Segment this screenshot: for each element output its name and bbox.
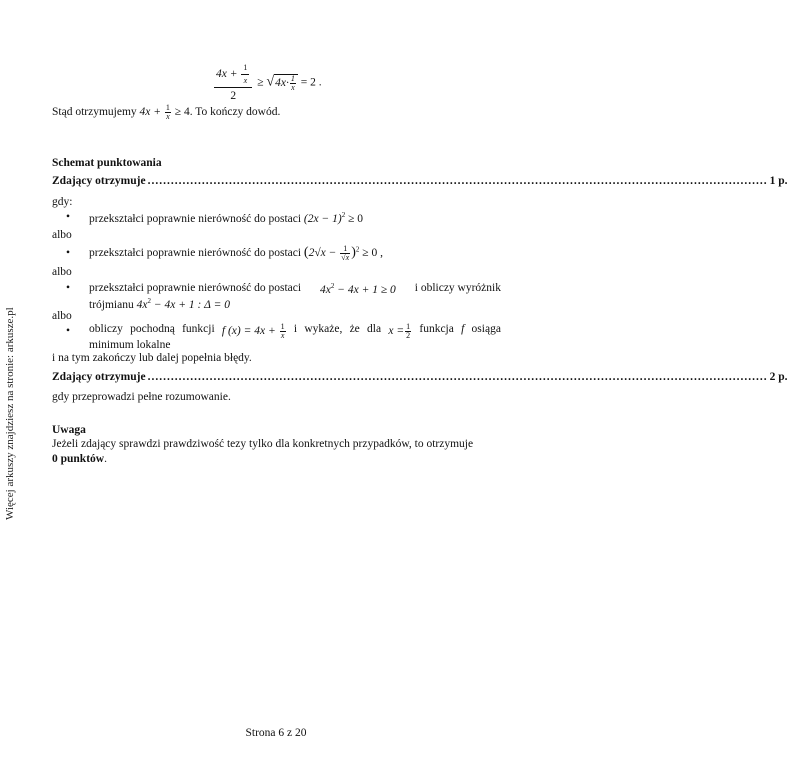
sqrt-frac-num: 1: [290, 73, 295, 83]
note-points-line: [52, 453, 107, 465]
bullet2-frac-den: √x: [341, 253, 350, 262]
bullet4-w1: obliczy: [89, 323, 123, 335]
bullet2-exp: 2: [355, 245, 360, 254]
bullet4-line2: minimum lokalne: [89, 339, 171, 351]
note-title: Uwaga: [52, 424, 86, 436]
bullet-dot: •: [66, 282, 71, 294]
score1-dots: ................................................................................................................................................................: [147, 175, 768, 187]
bullet1-rel: ≥ 0: [348, 212, 364, 225]
bullet3-line2-math: 4x: [136, 298, 148, 311]
bullet4-frac-den: x: [280, 331, 285, 340]
conclusion-tail: ≥ 4: [174, 106, 190, 119]
bullet1-exp: 2: [341, 211, 346, 219]
bullet3-math: 4x: [320, 283, 331, 296]
bullet4-w5: wykaże,: [304, 323, 343, 335]
formula-numerator: 4x +: [216, 68, 241, 81]
bullet-dot: •: [66, 325, 71, 337]
sqrt-frac-den: x: [291, 82, 295, 92]
bullet4-line1: [89, 323, 501, 340]
sqrt-content: 4x·: [275, 76, 289, 89]
bullet2-paren-close: ): [351, 245, 356, 261]
bullet2-rel: ≥ 0 ,: [362, 247, 383, 260]
gdy-label: gdy:: [52, 196, 73, 208]
scheme-title: Schemat punktowania: [52, 157, 162, 169]
radical-sign: √: [266, 74, 275, 90]
bullet2-paren-open: (: [303, 245, 309, 261]
albo-2: albo: [52, 266, 72, 278]
bullet3-math-rest: − 4x + 1 ≥ 0: [334, 283, 396, 296]
sidebar-watermark: Więcej arkuszy znajdziesz na stronie: arkusze.pl: [4, 307, 16, 520]
conclusion-line: [52, 104, 280, 121]
bullet1: [89, 211, 363, 225]
score-row-1: [52, 175, 787, 187]
bullet4-w4: i: [293, 323, 298, 335]
bullet3-line2-exp: 2: [147, 297, 151, 305]
bullet4-w8: funkcja: [419, 323, 454, 335]
full-solution-line: gdy przeprowadzi pełne rozumowanie.: [52, 391, 231, 403]
formula-sqrt: [274, 74, 298, 92]
bullet4-half-den: 2: [406, 331, 411, 340]
formula-denominator: 2: [230, 90, 237, 102]
frac-den: x: [243, 76, 248, 85]
score1-points: 1 p.: [769, 175, 787, 187]
formula-rhs: = 2 .: [300, 76, 322, 89]
tail-line: i na tym zakończy lub dalej popełnia błędy.: [52, 352, 252, 364]
formula-top: [212, 64, 322, 102]
score1-label: Zdający otrzymuje: [52, 175, 146, 187]
bullet3-line2-text: trójmianu: [89, 298, 134, 311]
bullet4-frac-num: 1: [280, 322, 285, 331]
bullet3-line2-rest: − 4x + 1 : Δ = 0: [150, 298, 230, 311]
conclusion-prefix: Stąd otrzymujemy: [52, 106, 137, 119]
conclusion-expr: 4x +: [139, 106, 164, 119]
bullet2-text: przekształci poprawnie nierówność do postaci: [89, 247, 302, 260]
score-row-2: [52, 371, 787, 383]
score2-dots: ................................................................................................................................................................: [147, 371, 768, 383]
albo-3: albo: [52, 310, 72, 322]
formula-big-fraction: [214, 64, 252, 102]
page-footer: Strona 6 z 20: [245, 727, 307, 739]
bullet4-w2: pochodną: [130, 323, 175, 335]
note-text: Jeżeli zdający sprawdzi prawdziwość tezy tylko dla konkretnych przypadków, to otrzymuje: [52, 438, 474, 450]
bullet4-w9: f: [461, 323, 465, 335]
bullet4-xeq: x =: [388, 325, 405, 338]
bullet3-exp: 2: [330, 282, 335, 290]
bullet3-line1: [89, 282, 501, 296]
bullet1-text: przekształci poprawnie nierówność do postaci: [89, 212, 302, 225]
bullet2-frac-num: 1: [340, 245, 350, 254]
bullet2-math: 2√x −: [308, 247, 340, 260]
formula-relation: ≥: [257, 76, 264, 89]
bullet3-text: przekształci poprawnie nierówność do postaci: [89, 282, 302, 294]
bullet-dot: •: [66, 211, 71, 223]
albo-1: albo: [52, 229, 72, 241]
bullet4-fx: f (x) = 4x +: [221, 325, 279, 338]
frac-num: 1: [241, 64, 249, 75]
bullet4-half-num: 1: [406, 322, 411, 331]
note-points: 0 punktów: [52, 453, 105, 465]
score2-points: 2 p.: [769, 371, 787, 383]
bullet3-line2: [89, 297, 230, 311]
bullet4-w10: osiąga: [471, 323, 501, 335]
note-dot: .: [104, 453, 107, 465]
bullet2: [89, 245, 383, 262]
bullet1-math: (2x − 1): [303, 212, 342, 225]
bullet4-w3: funkcji: [182, 323, 215, 335]
bullet-dot: •: [66, 247, 71, 259]
conclusion-frac-num: 1: [165, 103, 170, 112]
bullet4-w7: dla: [367, 323, 382, 335]
conclusion-suffix: . To kończy dowód.: [189, 106, 281, 119]
bullet4-w6: że: [349, 323, 360, 335]
bullet3-and: i obliczy wyróżnik: [414, 282, 501, 294]
score2-label: Zdający otrzymuje: [52, 371, 146, 383]
conclusion-frac-den: x: [166, 112, 170, 121]
